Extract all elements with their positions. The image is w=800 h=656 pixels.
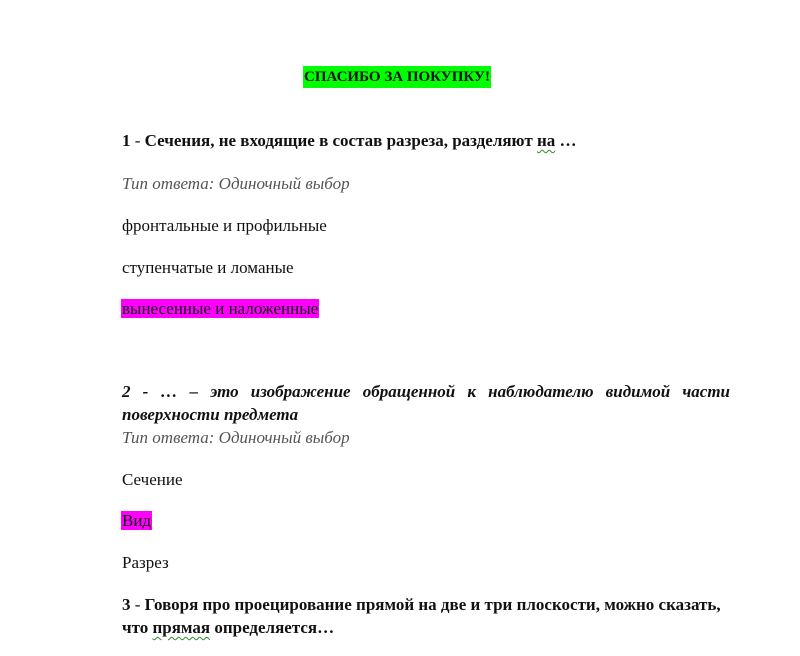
question-3-body: Говоря про проецирование прямой на две и три плоскости, можно сказать, что [122,595,721,637]
thank-you-banner: СПАСИБО ЗА ПОКУПКУ! [303,66,491,88]
question-2-text [122,380,730,426]
question-1-body: Сечения, не входящие в состав разреза, разделяют [144,131,537,150]
question-1-underlined-word: на [536,131,556,150]
question-1-text [122,131,576,151]
question-1-dash: - [130,131,145,150]
question-2-option-2 [121,511,152,531]
question-1-ellipsis: … [555,131,577,150]
question-1-number: 1 [122,131,131,150]
question-2-number: 2 [122,382,131,401]
question-2-option-1: Сечение [122,470,183,489]
question-2-answer-type: Тип ответа: Одиночный выбор [122,428,350,447]
question-1-option-3 [121,299,319,319]
question-1-answer-type: Тип ответа: Одиночный выбор [122,174,350,193]
question-1-option-1: фронтальные и профильные [122,216,327,235]
question-2-dash: - [130,382,161,401]
question-3-underlined-word: прямая [152,618,211,637]
question-1-correct-answer-highlight: вынесенные и наложенные [122,299,319,318]
question-2-correct-answer-highlight: Вид [122,511,152,530]
question-3-ending: определяется… [210,618,335,637]
question-2-option-3: Разрез [122,553,169,572]
question-3-number: 3 [122,595,131,614]
question-2-body: … – это изображение обращенной к наблюдателю видимой части поверхности предмета [122,382,730,424]
question-1-option-2: ступенчатые и ломаные [122,258,294,277]
question-3-text [122,593,734,639]
question-3-dash: - [130,595,145,614]
